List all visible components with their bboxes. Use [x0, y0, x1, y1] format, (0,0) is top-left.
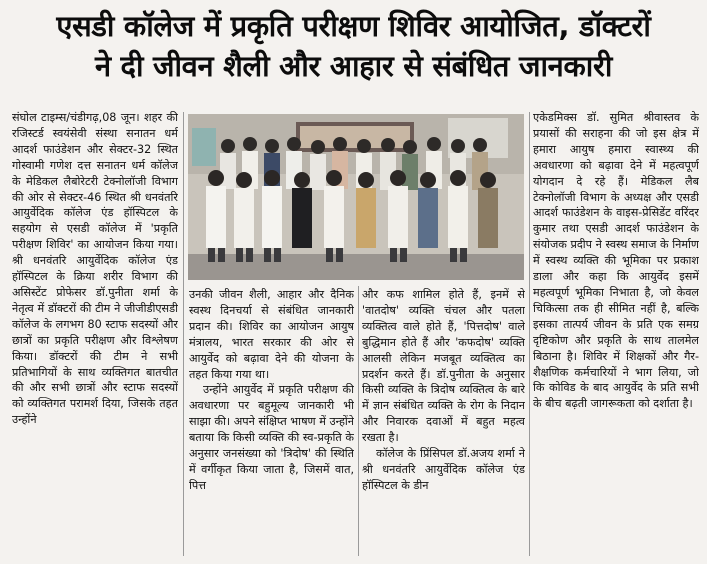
column-divider [529, 112, 530, 556]
column-divider [358, 286, 359, 556]
article-paragraph: और कफ शामिल होते हैं, इनमें से 'वातदोष' व्यक्ति चंचल और पतला व्यक्तित्व वाले होते हैं, 'पित्तदोष' वाले बुद्धिमान होते हैं और 'कफदोष' व्यक्ति आलसी लेकिन मजबूत व्यक्तित्व का प्रदर्शन करते हैं। डॉ.पुनीता के अनुसार किसी व्यक्ति के त्रिदोष व्यक्तित्व के बारे में ज्ञान संबंधित व्यक्ति के रोग के निदान और निवारक दवाओं में बहुत महत्व रखता है। [362, 288, 525, 445]
article-paragraph: उनकी जीवन शैली, आहार और दैनिक स्वस्थ दिनचर्या से संबंधित जानकारी प्रदान की। शिविर का आयोजन आयुष मंत्रालय, भारत सरकार की ओर से आयुर्वेद को बढ़ावा देने की योजना के तहत किया गया था। [189, 288, 354, 381]
group-photo [188, 114, 524, 280]
group-photo-illustration [188, 114, 524, 280]
article-column-1 [12, 110, 178, 558]
article-paragraph: एकेडमिक्स डॉ. सुमित श्रीवास्तव के प्रयासों की सराहना की जो इस क्षेत्र में हमारा आयुष हमारा स्वास्थ्य की अवधारणा को बढ़ावा देने में महत्वपूर्ण योगदान दे रहे हैं। मेडिकल लैब टेक्नोलॉजी विभाग के अध्यक्ष और एसडी आदर्श फाउंडेशन के वाइस-प्रेसिडेंट वरिंदर कुमार तथा एसडी आदर्श फाउंडेशन के संयोजक प्रदीप ने स्वस्थ समाज के निर्माण में स्वस्थ व्यक्ति की भूमिका पर प्रकाश डाला और कहा कि आयुर्वेद इसमें महत्वपूर्ण भूमिका निभाता है, जो केवल चिकित्सा तक ही सीमित नहीं है, बल्कि इसका तात्पर्य जीवन के प्रति एक समग्र दृष्टिकोण और प्रकृति के साथ तालमेल बिठाना है। शिविर में शिक्षकों और गैर-शैक्षणिक कर्मचारियों ने भाग लिया, जो कि कोविड के बाद आयुर्वेद के प्रति सभी के बीच बढ़ती जागरूकता को दर्शाता है। [533, 111, 699, 411]
article-column-4 [533, 110, 699, 558]
headline-line-1: एसडी कॉलेज में प्रकृति परीक्षण शिविर आयोजित, डॉक्टरों [56, 9, 651, 43]
article-column-2 [189, 287, 354, 558]
article-column-3 [362, 287, 525, 558]
headline-line-2: ने दी जीवन शैली और आहार से संबंधित जानकारी [94, 49, 613, 83]
column-divider [183, 112, 184, 556]
article-paragraph: उन्होंने आयुर्वेद में प्रकृति परीक्षण की अवधारणा पर बहुमूल्य जानकारी भी साझा की। अपने संक्षिप्त भाषण में उन्होंने बताया कि किसी व्यक्ति की स्व-प्रकृति के अनुसार जनसंख्या को 'त्रिदोष' की स्थिति में वर्गीकृत किया जाता है, जिसमें वात, पित्त [189, 383, 354, 492]
article-paragraph: संघोल टाइम्स/चंडीगढ़,08 जून। शहर की रजिस्टर्ड स्वयंसेवी संस्था सनातन धर्म आदर्श फाउंडेशन और सेक्टर-32 स्थित गोस्वामी गणेश दत्त सनातन धर्म कॉलेज के मेडिकल लैबोरेटरी टेक्नोलॉजी विभाग की ओर से सेक्टर-46 स्थित श्री धनवंतरि आयुर्वेदिक कॉलेज एंड हॉस्पिटल के सहयोग से एसडी कॉलेज में 'प्रकृति परीक्षण शिविर' का आयोजन किया गया। श्री धनवंतरि आयुर्वेदिक कॉलेज एंड हॉस्पिटल के क्रिया शरीर विभाग की असिस्टेंट प्रोफेसर डॉ.पुनीता शर्मा के नेतृत्व में डॉक्टरों की टीम ने जीजीडीएसडी कॉलेज के लगभग 80 स्टाफ सदस्यों और छात्रों का प्रकृति परीक्षण और विश्लेषण किया। डॉक्टरों की टीम ने सभी प्रतिभागियों के साथ व्यक्तिगत बातचीत की और सभी छात्रों और स्टाफ सदस्यों को व्यक्तिगत परामर्श दिया, जिसके तहत उन्होंने [12, 111, 178, 427]
headline [8, 6, 699, 86]
article-paragraph: कॉलेज के प्रिंसिपल डॉ.अजय शर्मा ने श्री धनवंतरि आयुर्वेदिक कॉलेज एंड हॉस्पिटल के डीन [362, 447, 525, 492]
